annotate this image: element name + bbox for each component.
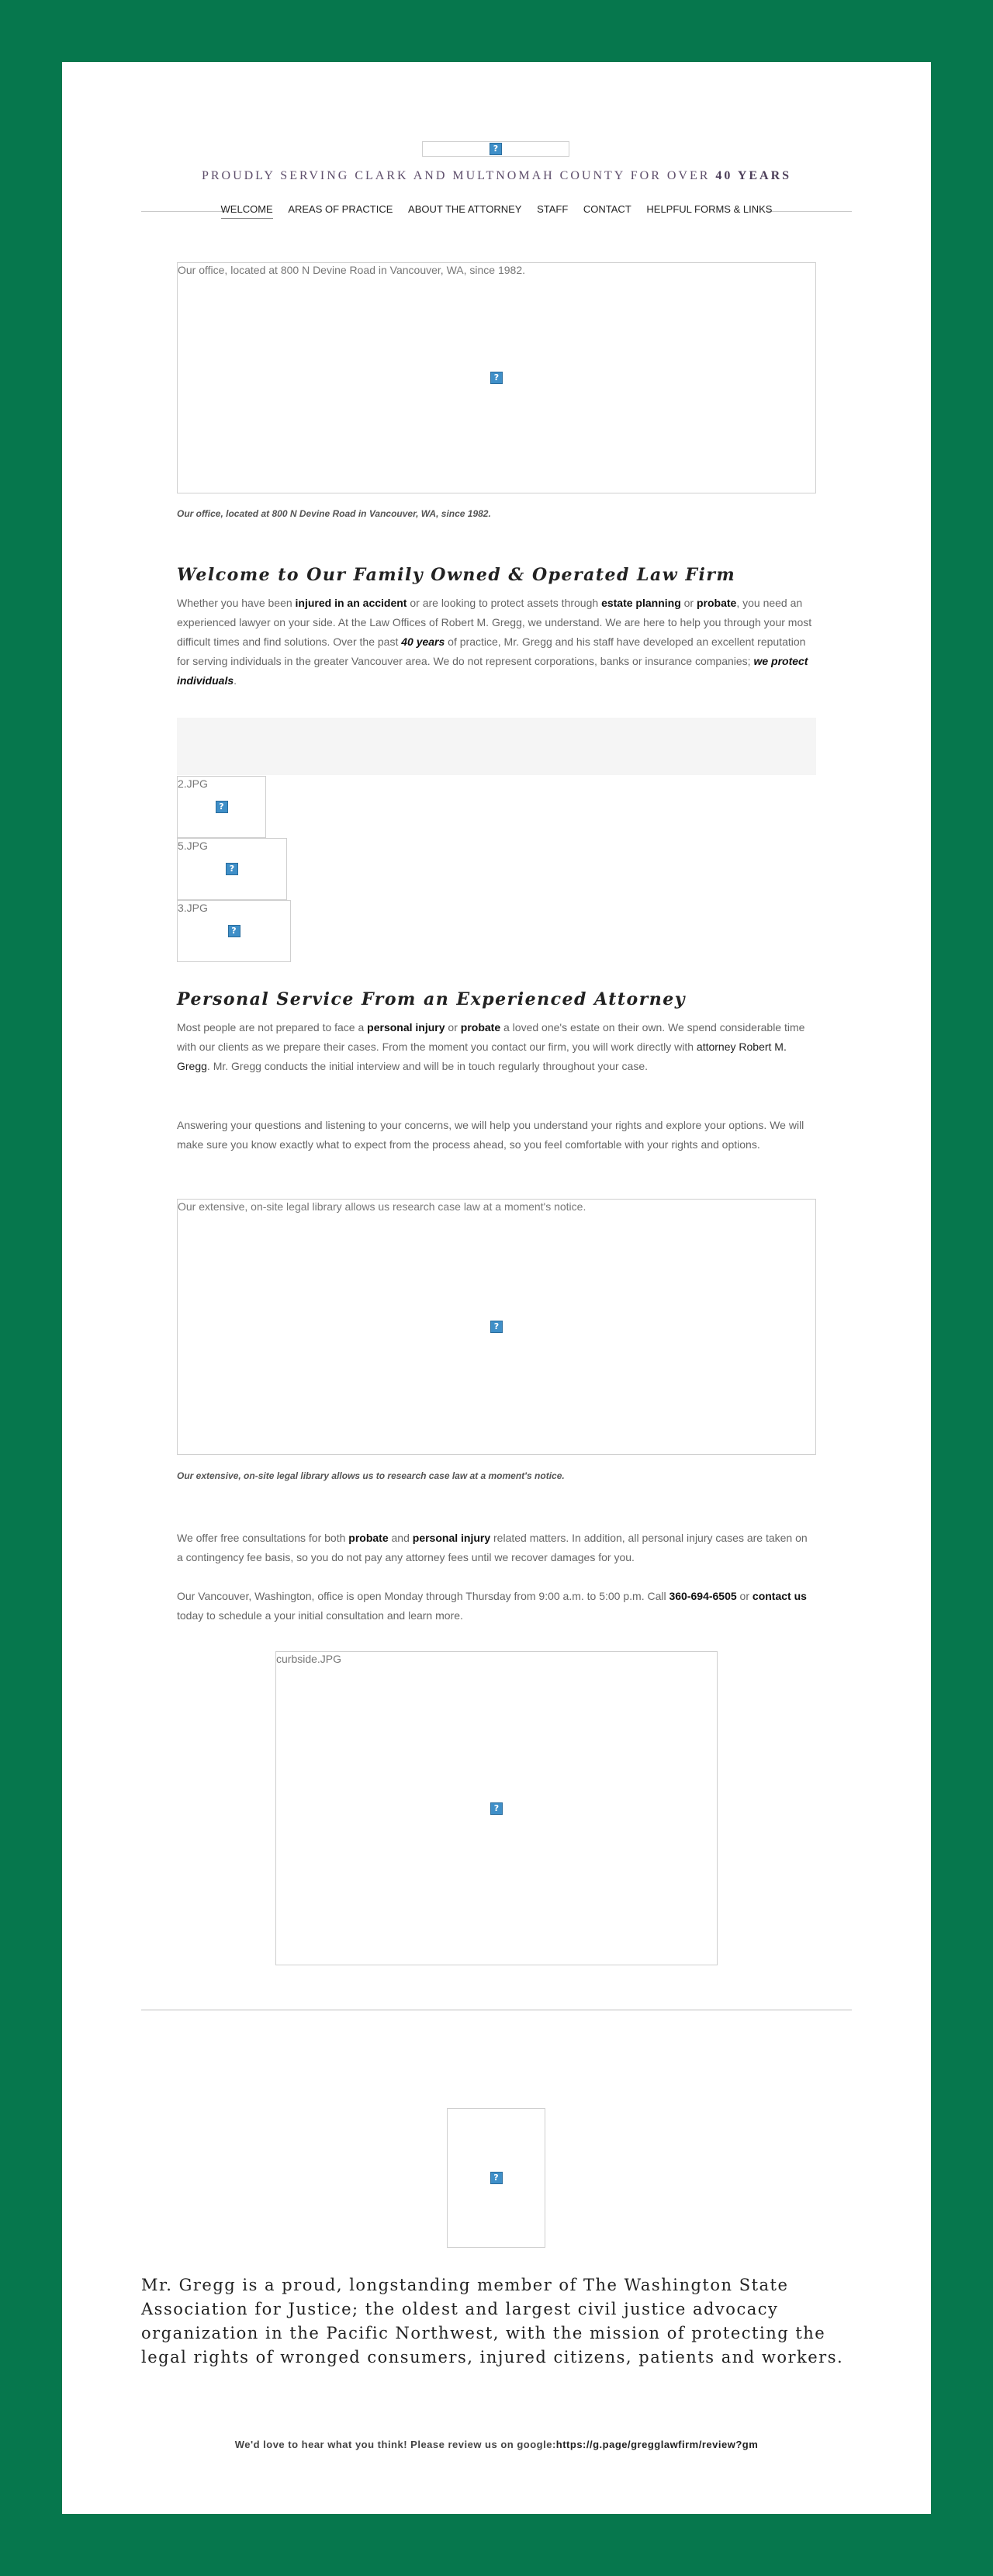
phone-number[interactable]: 360-694-6505 bbox=[669, 1590, 737, 1602]
nav-item-contact[interactable]: CONTACT bbox=[583, 203, 631, 215]
broken-image-icon: ? bbox=[216, 801, 228, 813]
broken-image-icon: ? bbox=[490, 372, 503, 384]
page-container bbox=[62, 62, 931, 2514]
personal-service-paragraph-1: Most people are not prepared to face a personal injury or probate a loved one's estate on their own. We spend considerable time with our clients as we prepare their cases. From the moment you contact our firm, you will work directly with attorney Robert M. Gregg. Mr. Gregg conducts the initial interview and will be in touch regularly throughout your case. bbox=[177, 1021, 805, 1072]
gallery-image-5[interactable]: 5.JPG ? bbox=[177, 838, 287, 900]
nav-item-welcome[interactable]: WELCOME bbox=[221, 203, 273, 219]
main-nav bbox=[62, 203, 931, 219]
broken-image-icon: ? bbox=[490, 1802, 503, 1815]
nav-item-staff[interactable]: STAFF bbox=[537, 203, 569, 215]
logo-image[interactable] bbox=[422, 141, 569, 157]
office-image: Our office, located at 800 N Devine Road in Vancouver, WA, since 1982. ? bbox=[177, 262, 816, 493]
library-image-caption: Our extensive, on-site legal library allows us to research case law at a moment's notice. bbox=[177, 1470, 565, 1481]
curbside-image: curbside.JPG ? bbox=[275, 1651, 718, 1965]
tagline-text: PROUDLY SERVING CLARK AND MULTNOMAH COUNTY FOR OVER bbox=[201, 169, 711, 182]
gallery-image-3[interactable]: 3.JPG ? bbox=[177, 900, 291, 962]
welcome-paragraph: Whether you have been injured in an accident or are looking to protect assets through estate planning or probate, you need an experienced lawyer on your side. At the Law Offices of Robert M. Gregg, we understand. We are here to help you through your most difficult times and find solutions. Over the past 40 years of practice, Mr. Gregg and his staff have developed an excellent reputation for serving individuals in the greater Vancouver area. We do not represent corporations, banks or insurance companies; we protect individuals. bbox=[177, 597, 812, 687]
broken-image-icon: ? bbox=[490, 2172, 503, 2184]
membership-badge-image[interactable] bbox=[447, 2108, 545, 2248]
review-prompt-text: We'd love to hear what you think! Please review us on google: bbox=[234, 2439, 556, 2450]
broken-image-icon: ? bbox=[228, 925, 240, 937]
gallery-image-2[interactable]: 2.JPG ? bbox=[177, 776, 266, 838]
broken-image-icon: ? bbox=[490, 143, 502, 155]
welcome-heading: Welcome to Our Family Owned & Operated Law Firm bbox=[177, 565, 736, 585]
membership-statement: Mr. Gregg is a proud, longstanding member of The Washington State Association for Justice; the oldest and largest civil justice advocacy organization in the Pacific Northwest, with the mission of protecting the legal rights of wronged consumers, injured citizens, patients and workers. bbox=[141, 2276, 844, 2367]
library-image: Our extensive, on-site legal library allows us research case law at a moment's notice. ? bbox=[177, 1199, 816, 1455]
review-prompt bbox=[62, 2439, 931, 2450]
review-link[interactable]: https://g.page/gregglawfirm/review?gm bbox=[555, 2439, 759, 2450]
nav-item-about-the-attorney[interactable]: ABOUT THE ATTORNEY bbox=[408, 203, 522, 215]
personal-service-paragraph-2: Answering your questions and listening to your concerns, we will help you understand your rights and explore your options. We will make sure you know exactly what to expect from the process ahead, so you feel comfortable with your rights and options. bbox=[177, 1119, 804, 1151]
broken-image-icon: ? bbox=[226, 863, 238, 875]
slideshow-area bbox=[177, 718, 816, 775]
consultation-paragraph: We offer free consultations for both probate and personal injury related matters. In addition, all personal injury cases are taken on a contingency fee basis, so you do not pay any attorney fees until we recover damages for you. bbox=[177, 1532, 808, 1563]
tagline-years: 40 YEARS bbox=[715, 169, 792, 182]
personal-service-heading: Personal Service From an Experienced Attorney bbox=[177, 989, 687, 1009]
header-tagline bbox=[62, 169, 931, 183]
broken-image-icon: ? bbox=[490, 1321, 503, 1333]
nav-item-areas-of-practice[interactable]: AREAS OF PRACTICE bbox=[288, 203, 393, 215]
office-image-caption: Our office, located at 800 N Devine Road in Vancouver, WA, since 1982. bbox=[177, 508, 491, 519]
contact-us-link[interactable]: contact us bbox=[752, 1590, 807, 1602]
attorney-link[interactable]: attorney Robert M. Gregg bbox=[177, 1040, 787, 1072]
nav-item-helpful-forms-links[interactable]: HELPFUL FORMS & LINKS bbox=[646, 203, 773, 215]
hours-paragraph: Our Vancouver, Washington, office is open Monday through Thursday from 9:00 a.m. to 5:00 p.m. Call 360-694-6505 or contact us today to schedule a your initial consultation and learn more. bbox=[177, 1590, 807, 1622]
